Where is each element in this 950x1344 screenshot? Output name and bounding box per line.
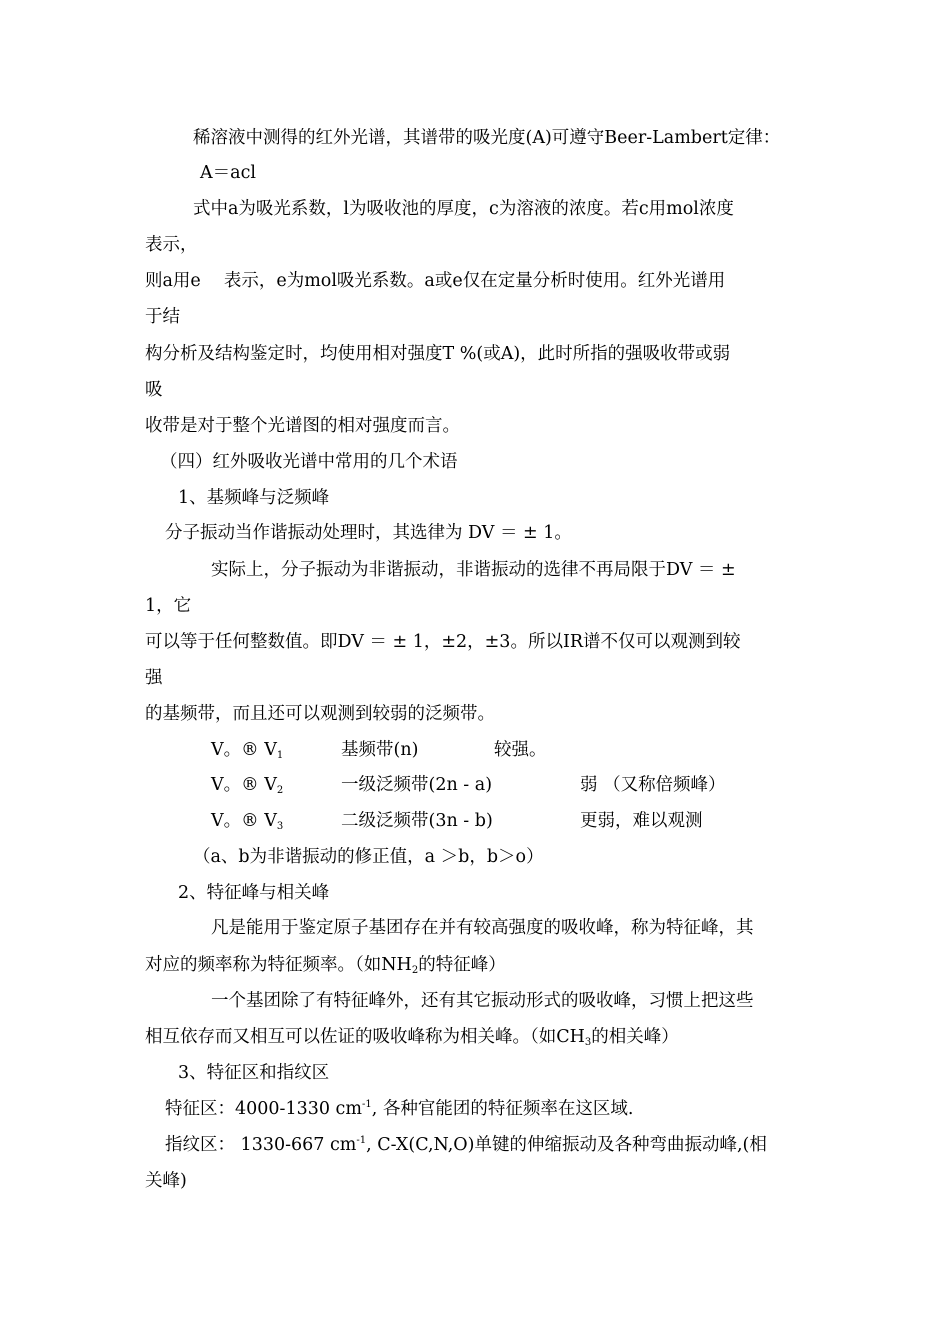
section-heading: （四）红外吸收光谱中常用的几个术语 (160, 452, 458, 472)
paragraph-line: 实际上，分子振动为非谐振动，非谐振动的选律不再局限于DV ＝ ± (211, 560, 736, 580)
paragraph-line: 式中a为吸光系数，l为吸收池的厚度，c为溶液的浓度。若c用mol浓度 (193, 199, 734, 219)
paragraph-line: 对应的频率称为特征频率。（如$NH_2$的特征峰） (145, 955, 506, 976)
paragraph-line: 1，它 (145, 596, 192, 616)
transition-from: V。® $V_2$ (211, 775, 284, 796)
transition-strength: 弱 （又称倍频峰） (580, 775, 726, 795)
paragraph-line: 强 (145, 668, 163, 688)
transition-from: V。® $V_1$ (211, 740, 284, 761)
paragraph-line: 吸 (145, 380, 163, 400)
paragraph-line: 稀溶液中测得的红外光谱，其谱带的吸光度(A)可遵守Beer-Lambert定律： (193, 128, 781, 148)
paragraph-line: 分子振动当作谐振动处理时，其选律为 DV ＝ ± 1。 (165, 523, 572, 543)
paragraph-line: 凡是能用于鉴定原子基团存在并有较高强度的吸收峰，称为特征峰，其 (211, 918, 754, 938)
paragraph-line: 于结 (145, 307, 180, 327)
transition-from: V。® $V_3$ (211, 811, 284, 832)
paragraph-line: 指纹区： 1330-667 $cm^{-1}$, C-X(C,N,O)单键的伸缩振动及各种弯曲振动峰,(相 (165, 1135, 767, 1155)
paragraph-line: 表示， (145, 235, 198, 255)
subsection-heading: 2、特征峰与相关峰 (178, 883, 330, 903)
transition-band: 基频带(n) (341, 740, 419, 760)
transition-strength: 较强。 (494, 740, 547, 760)
paragraph-line: 构分析及结构鉴定时，均使用相对强度T %(或A)，此时所指的强吸收带或弱 (145, 344, 731, 364)
paragraph-line: 收带是对于整个光谱图的相对强度而言。 (145, 416, 460, 436)
transition-band: 二级泛频带(3n - b) (341, 811, 493, 831)
paragraph-line: 可以等于任何整数值。即DV ＝ ± 1，±2，±3。所以IR谱不仅可以观测到较 (145, 632, 741, 652)
paragraph-line: 关峰) (145, 1171, 187, 1191)
paragraph-line: 相互依存而又相互可以佐证的吸收峰称为相关峰。（如$CH_3$的相关峰） (145, 1027, 679, 1048)
transition-strength: 更弱，难以观测 (580, 811, 703, 831)
subsection-heading: 1、基频峰与泛频峰 (178, 488, 330, 508)
paragraph-line: 的基频带，而且还可以观测到较弱的泛频带。 (145, 704, 495, 724)
transition-band: 一级泛频带(2n - a) (341, 775, 493, 795)
paragraph-line: 特征区：4000-1330 $cm^{-1}$, 各种官能团的特征频率在这区域. (165, 1099, 634, 1119)
note-line: （a、b为非谐振动的修正值，a ＞b，b＞o） (193, 847, 544, 867)
paragraph-line: 则a用e 表示，e为mol吸光系数。a或e仅在定量分析时使用。红外光谱用 (145, 271, 726, 291)
subsection-heading: 3、特征区和指纹区 (178, 1063, 330, 1083)
paragraph-line: 一个基团除了有特征峰外，还有其它振动形式的吸收峰，习惯上把这些 (211, 991, 754, 1011)
formula: A＝acl (200, 163, 256, 183)
